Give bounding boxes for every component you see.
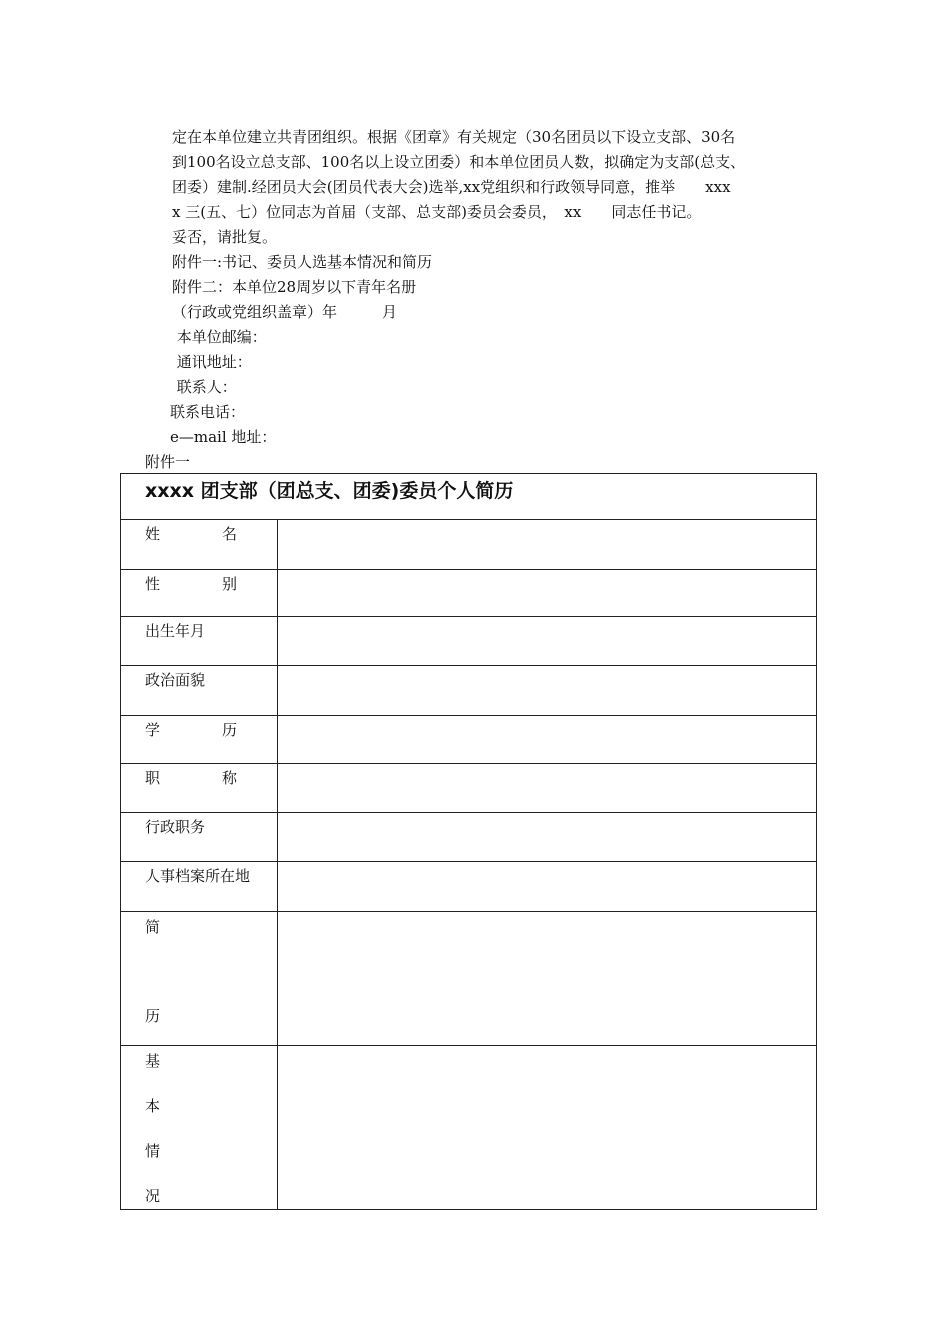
row-label <box>145 574 237 594</box>
table-row <box>121 813 816 862</box>
education-field[interactable] <box>278 716 816 763</box>
table-row <box>121 716 816 764</box>
label-char: 学 <box>145 721 161 739</box>
body-line: 附件二：本单位28周岁以下青年名册 <box>172 278 417 296</box>
body-line: 联系电话： <box>170 403 246 421</box>
basic-info-label-char: 基 <box>145 1052 161 1070</box>
label-char: 性 <box>145 575 161 593</box>
name-field[interactable] <box>278 520 816 569</box>
attachment-label: 附件一 <box>145 453 191 471</box>
basic-info-label-char: 况 <box>145 1187 161 1205</box>
label-cell <box>121 716 278 763</box>
political-status-field[interactable] <box>278 666 816 715</box>
label-cell <box>121 617 278 665</box>
personnel-file-location-field[interactable] <box>278 862 816 911</box>
admin-position-field[interactable] <box>278 813 816 861</box>
body-line: 通讯地址： <box>172 353 252 371</box>
body-line: 团委）建制.经团员大会(团员代表大会)选举,xx党组织和行政领导同意，推举 xxx <box>172 178 731 196</box>
table-row <box>121 912 816 1046</box>
table-row <box>121 520 816 570</box>
label-char: 别 <box>221 575 237 593</box>
form-title-row <box>121 474 816 520</box>
label-cell <box>121 764 278 812</box>
row-label: 人事档案所在地 <box>145 867 251 885</box>
body-line: 定在本单位建立共青团组织。根据《团章》有关规定（30名团员以下设立支部、30名 <box>172 128 736 146</box>
table-row <box>121 617 816 666</box>
label-char: 名 <box>221 525 237 543</box>
form-title: xxxx 团支部（团总支、团委)委员个人简历 <box>145 480 514 502</box>
body-line: 联系人： <box>172 378 237 396</box>
label-char: 姓 <box>145 525 161 543</box>
row-label <box>145 524 237 544</box>
label-cell <box>121 1046 278 1209</box>
label-cell <box>121 570 278 616</box>
label-cell <box>121 520 278 569</box>
basic-info-label-char: 情 <box>145 1142 161 1160</box>
resume-label-char: 简 <box>145 918 161 936</box>
resume-label-char: 历 <box>145 1007 161 1025</box>
label-cell <box>121 666 278 715</box>
label-char: 称 <box>221 769 237 787</box>
table-row <box>121 764 816 813</box>
label-cell <box>121 912 278 1045</box>
job-title-field[interactable] <box>278 764 816 812</box>
label-char: 历 <box>221 721 237 739</box>
row-label: 出生年月 <box>145 622 206 640</box>
gender-field[interactable] <box>278 570 816 616</box>
resume-field[interactable] <box>278 912 816 1045</box>
label-cell <box>121 862 278 911</box>
body-line: 妥否，请批复。 <box>172 228 278 246</box>
body-line: 到100名设立总支部、100名以上设立团委）和本单位团员人数，拟确定为支部(总支、 <box>172 153 746 171</box>
birth-date-field[interactable] <box>278 617 816 665</box>
table-row <box>121 1046 816 1209</box>
body-line: e—mail 地址： <box>170 428 277 446</box>
row-label <box>145 720 237 740</box>
label-cell <box>121 813 278 861</box>
basic-info-field[interactable] <box>278 1046 816 1209</box>
table-row <box>121 570 816 617</box>
row-label: 政治面貌 <box>145 671 206 689</box>
body-line: 附件一:书记、委员人选基本情况和简历 <box>172 253 433 271</box>
table-row <box>121 666 816 716</box>
row-label: 行政职务 <box>145 818 206 836</box>
basic-info-label-char: 本 <box>145 1097 161 1115</box>
row-label <box>145 768 237 788</box>
body-line: x 三(五、七）位同志为首届（支部、总支部)委员会委员， xx 同志任书记。 <box>172 203 702 221</box>
table-row <box>121 862 816 912</box>
body-line: 本单位邮编： <box>172 328 267 346</box>
resume-form-table <box>120 473 817 1210</box>
label-char: 职 <box>145 769 161 787</box>
body-line: （行政或党组织盖章）年 月 <box>172 303 398 321</box>
